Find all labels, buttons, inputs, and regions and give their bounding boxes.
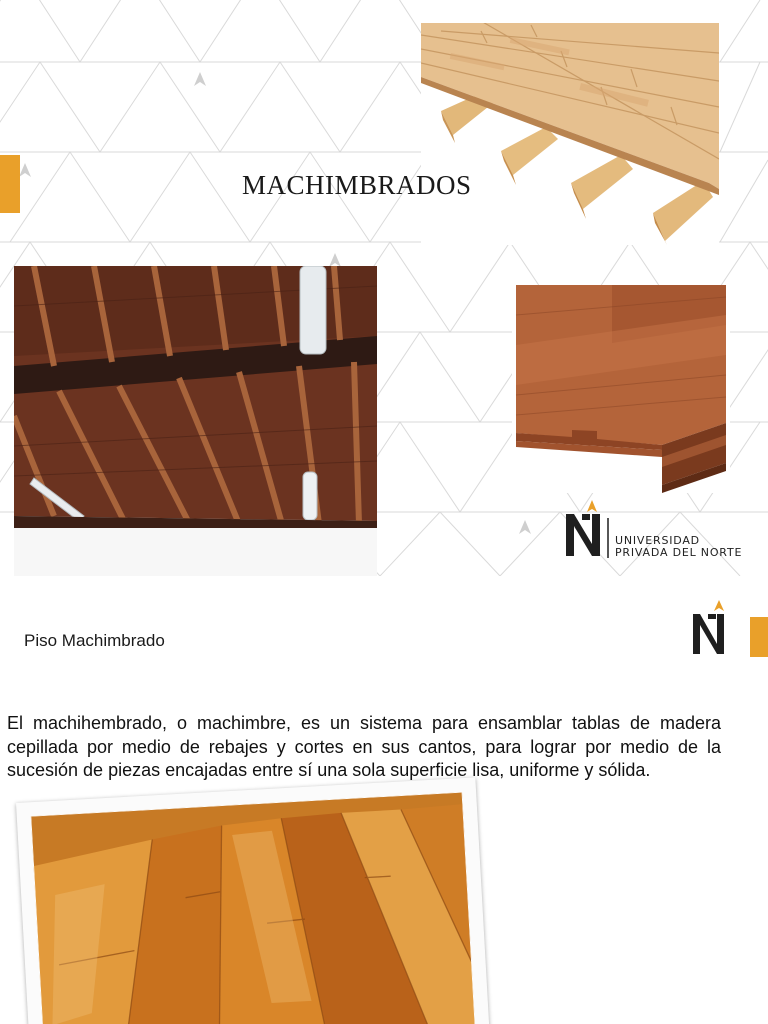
photo-floor [16, 777, 490, 1024]
definition-paragraph: El machihembrado, o machimbre, es un sistema para ensamblar tablas de madera cepillada por medio de rebajes y cortes en sus cantos, para lograr por medio de la sucesión de piezas encajadas entre sí una sola superficie lisa, uniforme y sólida. [7, 713, 721, 780]
university-logo-small [690, 600, 730, 658]
hardwood-floor-image [31, 792, 476, 1024]
accent-bar [0, 155, 20, 213]
photo-joists [421, 23, 719, 245]
slide-title: MACHIMBRADOS [242, 170, 472, 200]
logo-line-university: UNIVERSIDAD [615, 534, 700, 547]
wood-ceiling-image [14, 266, 377, 576]
photo-ceiling [14, 266, 377, 576]
logo-n-icon [690, 600, 730, 658]
floor-board-image [512, 285, 730, 493]
photo-board [512, 285, 730, 493]
joists-floor-image [421, 23, 719, 245]
logo-line-privada: PRIVADA DEL NORTE [615, 546, 743, 559]
slide-subtitle: Piso Machimbrado [24, 631, 165, 650]
logo-n-icon [562, 500, 612, 562]
university-logo [562, 500, 752, 562]
slide-2 [0, 576, 768, 1024]
accent-bar [750, 617, 768, 657]
